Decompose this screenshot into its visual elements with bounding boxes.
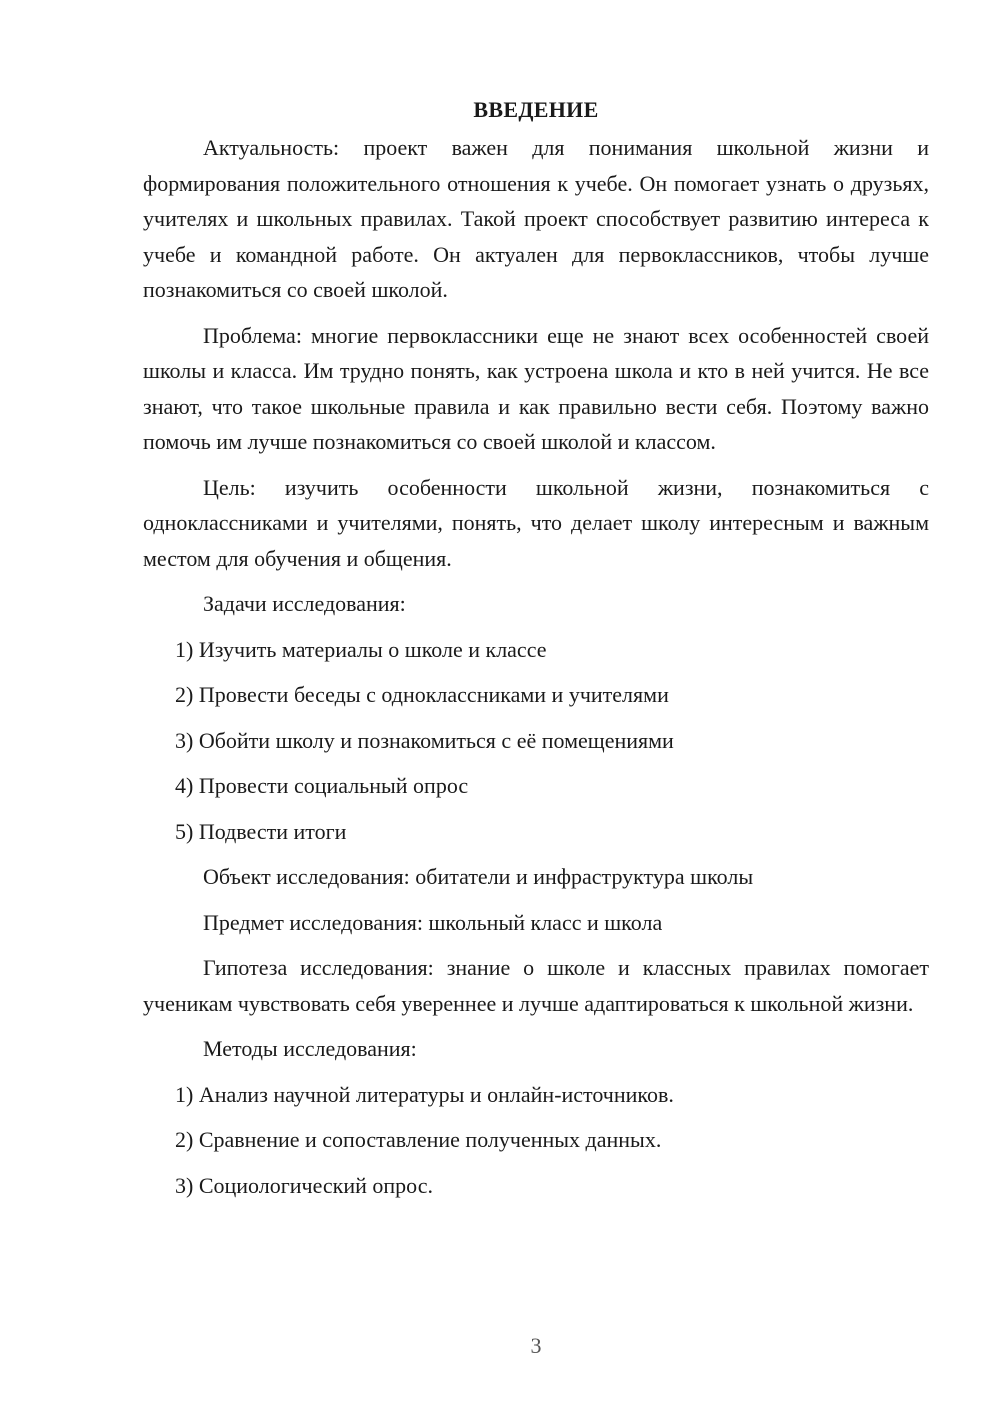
list-item: 3) Социологический опрос. [175, 1172, 433, 1198]
list-item: 4) Провести социальный опрос [175, 773, 469, 798]
subject-line: Предмет исследования: школьный класс и школа [203, 909, 663, 935]
list-item: 5) Подвести итоги [175, 818, 347, 844]
problem-paragraph: Проблема: многие первоклассники еще не знают всех особенностей своей школы и класса. Им трудно понять, как устроена школа и кто в ней учится. Не все знают, что такое школьные правила и как правильно вести себя. Поэтому важно помочь им лучше познакомиться со своей школой и классом. [143, 322, 929, 454]
list-item: 1) Анализ научной литературы и онлайн-источников. [175, 1081, 674, 1107]
tasks-heading: Задачи исследования: [203, 591, 406, 616]
document-page [143, 92, 929, 1213]
list-item: 2) Сравнение и сопоставление полученных данных. [175, 1127, 662, 1152]
list-item: 3) Обойти школу и познакомиться с её помещениями [175, 727, 674, 753]
list-item: 1) Изучить материалы о школе и классе [175, 636, 547, 662]
page-number: 3 [530, 1333, 542, 1358]
methods-heading: Методы исследования: [203, 1036, 417, 1061]
methods-list [143, 1077, 929, 1204]
tasks-list [143, 632, 929, 850]
object-line: Объект исследования: обитатели и инфраструктура школы [203, 864, 754, 889]
list-item: 2) Провести беседы с одноклассниками и учителями [175, 682, 669, 707]
page-title: ВВЕДЕНИЕ [473, 97, 599, 122]
goal-paragraph: Цель: изучить особенности школьной жизни, познакомиться с одноклассниками и учителями, понять, что делает школу интересным и важным местом для обучения и общения. [143, 474, 929, 571]
hypothesis-paragraph: Гипотеза исследования: знание о школе и классных правилах помогает ученикам чувствовать себя увереннее и лучше адаптироваться к школьной жизни. [143, 955, 929, 1016]
relevance-paragraph: Актуальность: проект важен для понимания школьной жизни и формирования положительного отношения к учебе. Он помогает узнать о друзьях, учителях и школьных правилах. Такой проект способствует развитию интереса к учебе и командной работе. Он актуален для первоклассников, чтобы лучше познакомиться со своей школой. [143, 135, 929, 302]
